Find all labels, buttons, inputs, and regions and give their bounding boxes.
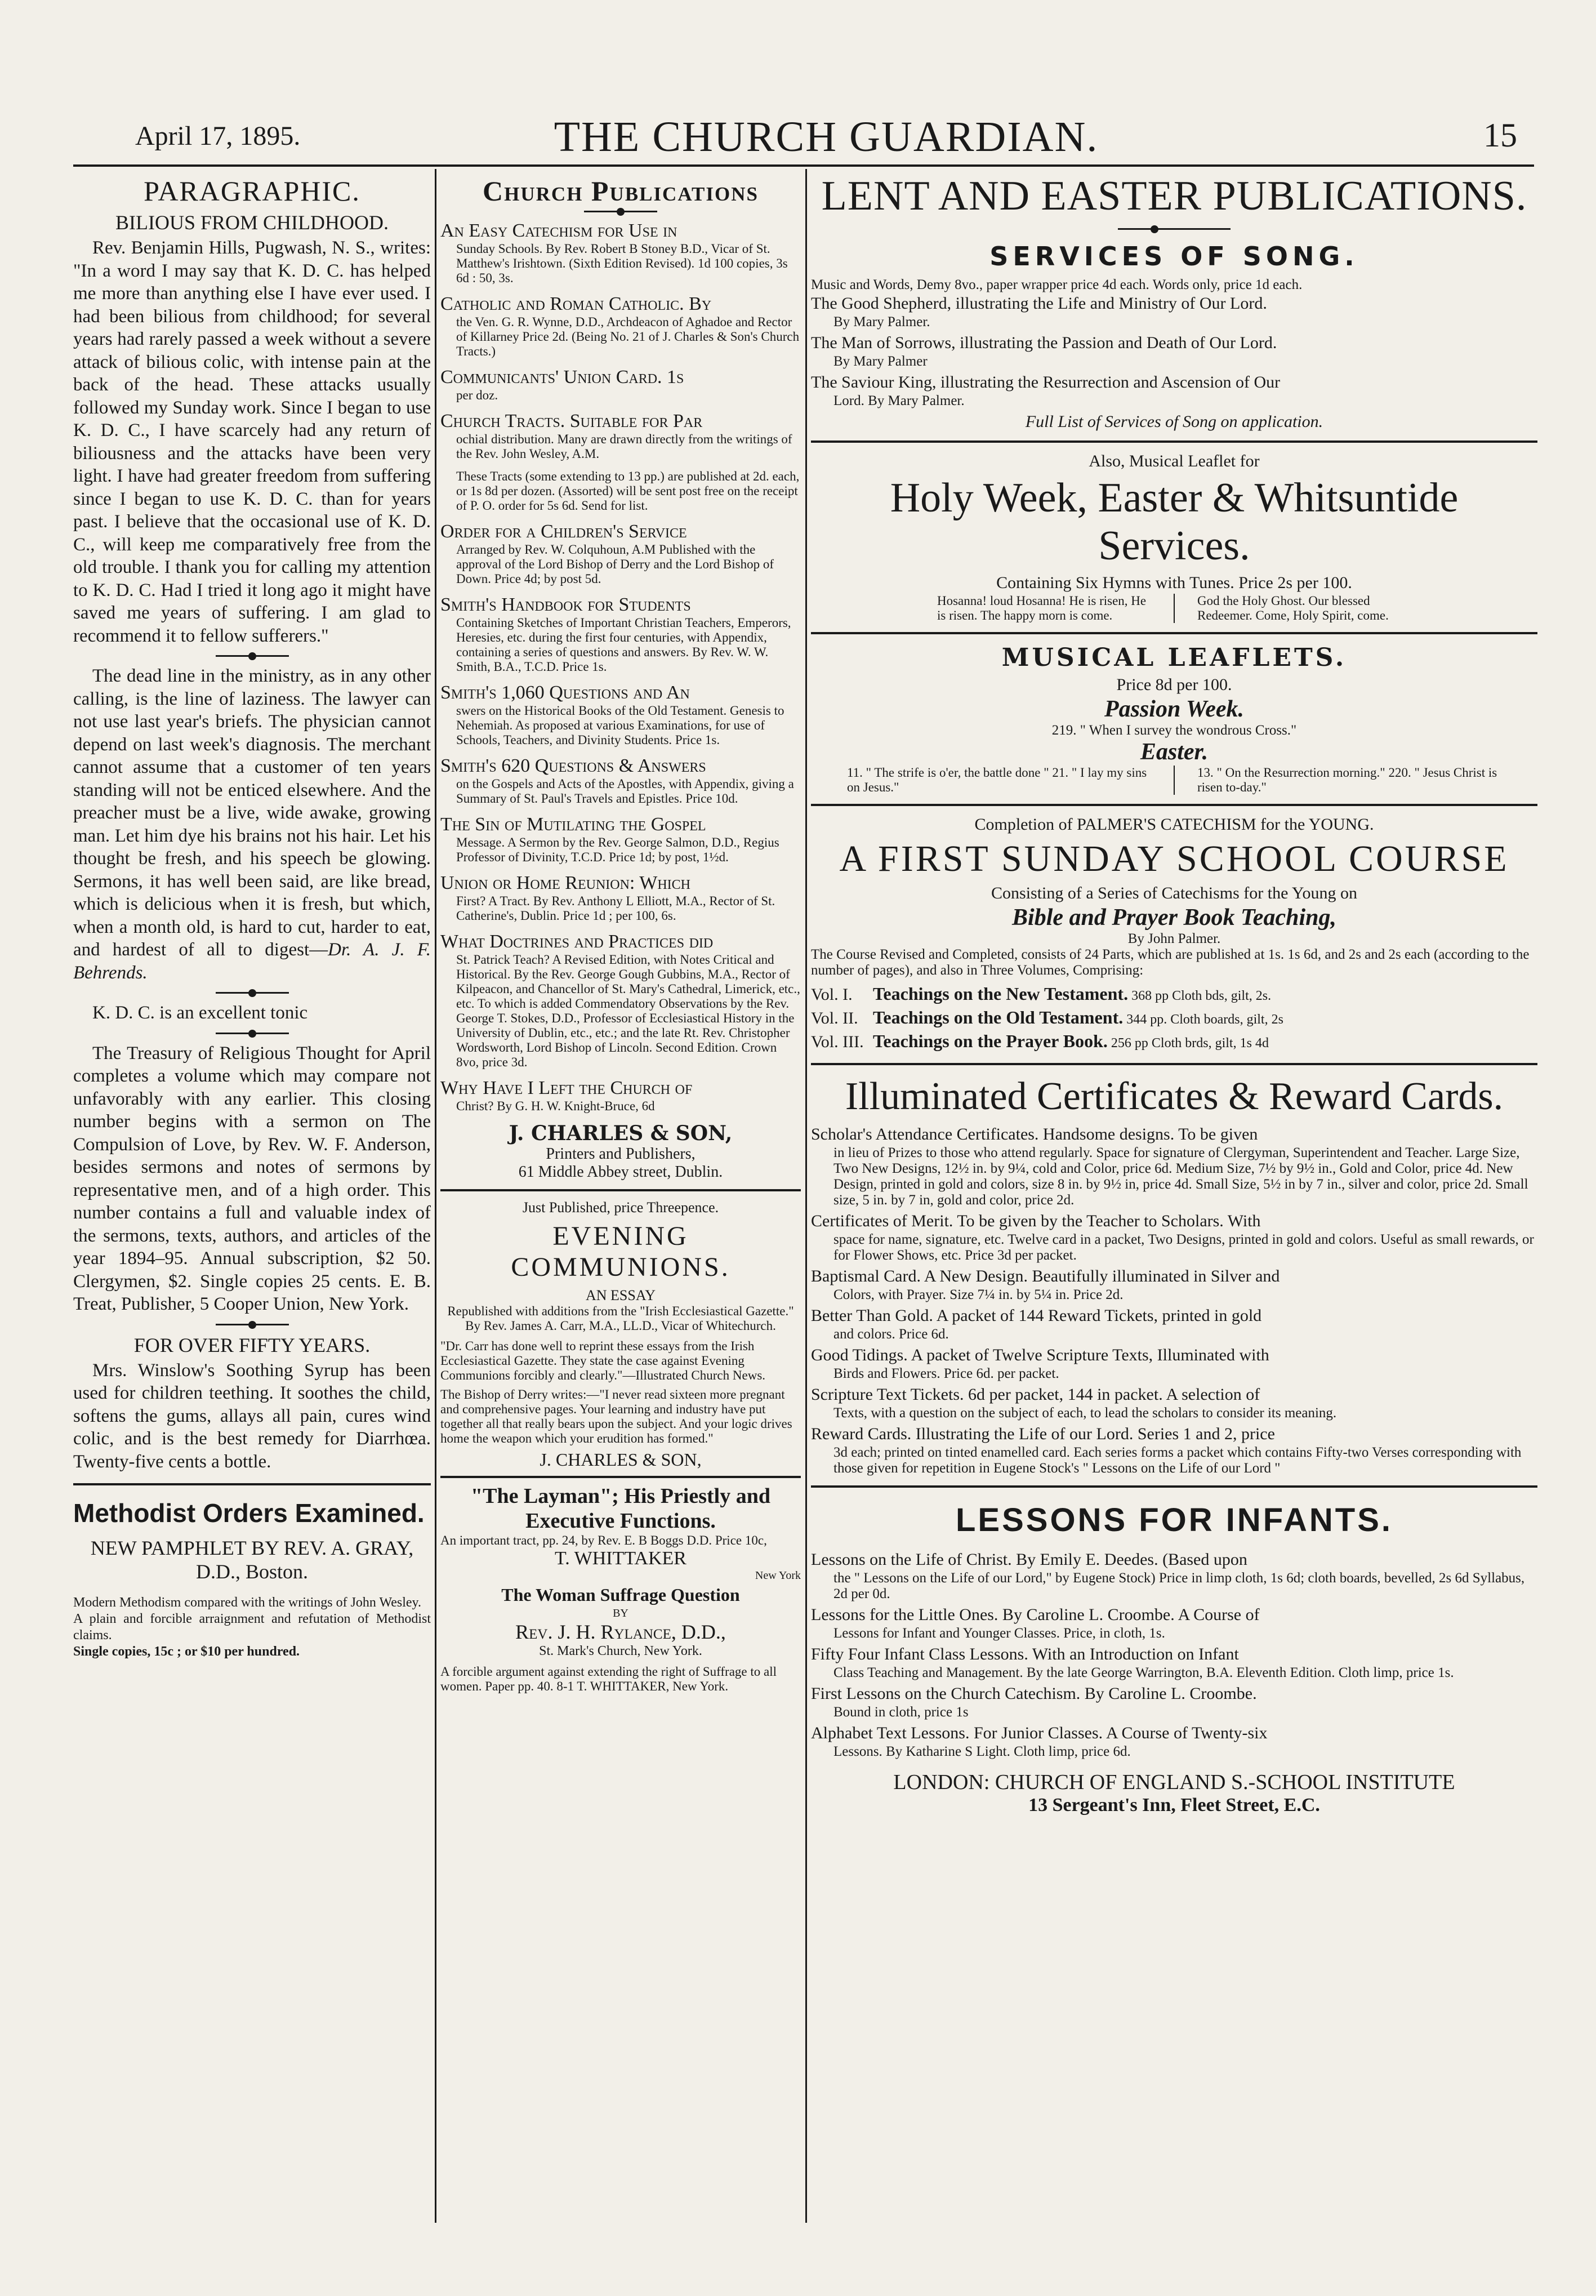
publication-title: Smith's 1,060 Questions and An	[440, 682, 690, 703]
publication-title: Church Tracts. Suitable for Par	[440, 411, 703, 431]
publication-details: ochial distribution. Many are drawn directly from the writings of the Rev. John Wesley, A.M.	[456, 432, 792, 461]
column-rule	[1174, 766, 1175, 795]
publisher-name: T. WHITTAKER	[555, 1548, 686, 1569]
certificate-list	[811, 1125, 1537, 1476]
lesson-details: Lessons. By Katharine S Light. Cloth limp, price 6d.	[833, 1744, 1131, 1759]
lesson-title: First Lessons on the Church Catechism. By Caroline L. Croombe.	[811, 1684, 1257, 1703]
masthead-title: THE CHURCH GUARDIAN.	[554, 113, 1099, 161]
article-body: The Treasury of Religious Thought for April completes a volume which may compare not unfavorably with any earlier. This closing number begins with a sermon on The Compulsion of Love, by Rev. W. F. Anderson, besides sermons and notes of sermons by representative men, and of a high order. This number contains a full and valuable index of the sermons, texts, authors, and articles of the year 1894–95. Annual subscription, $2 50. Clergymen, $2. Single copies 25 cents. E. B. Treat, Publisher, 5 Cooper Union, New York.	[73, 1043, 431, 1314]
ad-text: BY	[613, 1607, 628, 1619]
publication-details: Sunday Schools. By Rev. Robert B Stoney B.D., Vicar of St. Matthew's Irishtown. (Sixth Edition Revised). 1d 100 copies, 3s 6d : 50, 3s.	[456, 242, 788, 285]
publication-details: Christ? By G. H. W. Knight-Bruce, 6d	[456, 1099, 655, 1113]
section-heading: Church Publications	[483, 175, 759, 207]
publication-entry	[440, 594, 801, 674]
item-title: The Good Shepherd, illustrating the Life and Ministry of Our Lord.	[811, 294, 1267, 313]
publication-details: Message. A Sermon by the Rev. George Salmon, D.D., Regius Professor of Divinity, T.C.D. Price 1d; by post, 1½d.	[456, 835, 779, 864]
volume-title: Teachings on the Prayer Book.	[873, 1031, 1108, 1051]
lesson-details: Class Teaching and Management. By the late George Warrington, B.A. Eleventh Edition. Cloth limp, price 1s.	[833, 1665, 1454, 1680]
column-church-publications	[440, 169, 801, 2223]
lesson-title: Lessons for the Little Ones. By Caroline L. Croombe. A Course of	[811, 1605, 1260, 1624]
certificate-details: Texts, with a question on the subject of each, to lead the scholars to consider its meaning.	[833, 1405, 1337, 1421]
certificate-details: in lieu of Prizes to those who attend regularly. Space for signature of Clergyman, Superintendent and Teacher. Large Size, Two New Designs, 12½ in. by 9¼, cold and Color, price 6d. Medium Size, 7½ by 9½ in., Gold and Color, price 4d. New Design, printed in gold and colors, size 8 in. by 9½ in, price 4d. Small Size, 5½ in by 7 in., silver and color, price 2d. Small size, 5 in. by 7 in, gold and color, price 2d.	[833, 1145, 1528, 1208]
certificate-details: Colors, with Prayer. Size 7¼ in. by 5¼ in. Price 2d.	[833, 1287, 1124, 1302]
list-item	[811, 1306, 1537, 1342]
author-affiliation: St. Mark's Church, New York.	[539, 1644, 702, 1658]
ad-text: Consisting of a Series of Catechisms for the Young on	[991, 884, 1357, 902]
volume-number: Vol. II.	[811, 1009, 858, 1027]
item-title: The Man of Sorrows, illustrating the Passion and Death of Our Lord.	[811, 333, 1277, 352]
publication-title: Smith's 620 Questions & Answers	[440, 755, 706, 776]
divider	[440, 1189, 801, 1191]
divider	[811, 632, 1537, 634]
publication-entry	[440, 220, 801, 286]
lesson-details: Lessons for Infant and Younger Classes. Price, in cloth, 1s.	[833, 1626, 1165, 1641]
hymn-list-right: God the Holy Ghost. Our blessed Redeemer. Come, Holy Spirit, come.	[1197, 594, 1389, 622]
ad-text: The Bishop of Derry writes:—"I never read sixteen more pregnant and comprehensive pages. Your learning and industry have put together all that really bears upon the subject. And your logic drives home the weapon which your erudition has formed."	[440, 1387, 792, 1445]
list-item	[811, 1550, 1537, 1602]
divider	[811, 440, 1537, 443]
list-item	[811, 1346, 1537, 1382]
divider	[584, 211, 657, 212]
ad-heading: Holy Week, Easter & Whitsuntide Services.	[890, 475, 1459, 569]
ad-subheading: Easter.	[1140, 739, 1209, 765]
publication-entry	[440, 367, 801, 403]
ad-heading: Methodist Orders Examined.	[73, 1498, 425, 1528]
ad-text: Price 8d per 100.	[1116, 675, 1232, 694]
author-name: Rev. J. H. Rylance, D.D.,	[515, 1621, 726, 1643]
certificate-title: Scripture Text Tickets. 6d per packet, 144 in packet. A selection of	[811, 1385, 1260, 1404]
easter-right: 13. " On the Resurrection morning." 220. " Jesus Christ is risen to-day."	[1197, 766, 1497, 794]
column-rule	[1174, 594, 1175, 623]
volume-title: Teachings on the Old Testament.	[873, 1007, 1124, 1027]
list-item	[811, 1425, 1537, 1476]
column-rule	[435, 169, 436, 2223]
ad-text: Modern Methodism compared with the writings of John Wesley.	[73, 1595, 421, 1610]
publication-details: on the Gospels and Acts of the Apostles, with Appendix, giving a Summary of St. Paul's Travels and Epistles. Price 10d.	[456, 777, 794, 806]
publisher-name: J. CHARLES & SON,	[540, 1449, 702, 1470]
divider	[1118, 228, 1231, 230]
notice: Just Published, price Threepence.	[522, 1199, 719, 1216]
divider	[216, 1033, 289, 1034]
publication-entry	[440, 873, 801, 923]
publication-title: What Doctrines and Practices did	[440, 931, 714, 952]
certificate-title: Reward Cards. Illustrating the Life of our Lord. Series 1 and 2, price	[811, 1425, 1275, 1443]
ad-subheading: Bible and Prayer Book Teaching,	[1012, 905, 1336, 931]
publication-list	[440, 220, 801, 1114]
publication-details: Arranged by Rev. W. Colquhoun, A.M Published with the approval of the Lord Bishop of Derry and the Lord Bishop of Down. Price 4d; by post 5d.	[456, 542, 774, 586]
publication-title: Communicants' Union Card. 1s	[440, 367, 684, 388]
certificate-details: space for name, signature, etc. Twelve card in a packet, Two Designs, printed in gold and colors. Useful as small rewards, or for Flower Shows, etc. Price 3d per packet.	[833, 1232, 1534, 1263]
ad-subheading: Passion Week.	[1104, 696, 1245, 722]
ad-heading: "The Layman"; His Priestly and Executive Functions.	[471, 1484, 770, 1533]
ad-text: By Rev. James A. Carr, M.A., LL.D., Vicar of Whitechurch.	[465, 1319, 776, 1333]
publication-details: First? A Tract. By Rev. Anthony L Elliott, M.A., Rector of St. Catherine's, Dublin. Price 1d ; per 100, 6s.	[456, 894, 775, 923]
publication-details: These Tracts (some extending to 13 pp.) are published at 2d. each, or 1s 8d per dozen. (Assorted) will be sent post free on the receipt of P. O. order for 5s 6d. Send for list.	[456, 469, 800, 513]
publication-entry	[440, 931, 801, 1070]
ad-heading: EVENING COMMUNIONS.	[511, 1221, 730, 1282]
song-services-list	[811, 294, 1537, 409]
publication-title: Smith's Handbook for Students	[440, 594, 691, 615]
ad-text: A plain and forcible arraignment and refutation of Methodist claims.	[73, 1612, 431, 1643]
column-paragraphic	[73, 169, 431, 2223]
list-item	[811, 1125, 1537, 1208]
volume-row	[811, 983, 1537, 1007]
publication-entry	[440, 469, 801, 513]
divider	[216, 1324, 289, 1325]
issue-date: April 17, 1895.	[135, 121, 301, 151]
list-item	[811, 1267, 1537, 1303]
volume-details: 368 pp Cloth bds, gilt, 2s.	[1128, 989, 1272, 1003]
volume-title: Teachings on the New Testament.	[873, 984, 1129, 1004]
list-item	[811, 373, 1537, 409]
item-details: By Mary Palmer.	[833, 314, 930, 330]
ad-text: The Course Revised and Completed, consists of 24 Parts, which are published at 1s. 1s 6d, and 2s and 2s each (according to the number of pages), and also in Three Volumes, Comprising:	[811, 947, 1530, 978]
publication-title: Catholic and Roman Catholic. By	[440, 293, 712, 314]
list-item	[811, 1645, 1537, 1681]
publication-details: Containing Sketches of Important Christian Teachers, Emperors, Heresies, etc. during the first four centuries, with Appendix, containing a series of questions and answers. By Rev. W. W. Smith, B.A., T.C.D. Price 1s.	[456, 616, 791, 674]
publication-title: Union or Home Reunion: Which	[440, 873, 691, 893]
ad-text: Full List of Services of Song on application.	[1025, 412, 1323, 431]
publication-entry	[440, 682, 801, 747]
easter-leaflets	[811, 766, 1537, 795]
certificate-title: Better Than Gold. A packet of 144 Reward Tickets, printed in gold	[811, 1306, 1262, 1325]
column-lent-easter	[811, 169, 1537, 2223]
subsection-heading: SERVICES OF SONG.	[989, 241, 1359, 272]
publisher-address: 61 Middle Abbey street, Dublin.	[518, 1163, 723, 1181]
volume-row	[811, 1007, 1537, 1030]
ad-heading: A FIRST SUNDAY SCHOOL COURSE	[839, 838, 1509, 879]
ad-text: Completion of PALMER'S CATECHISM for the YOUNG.	[974, 815, 1374, 834]
article-subheading: FOR OVER FIFTY YEARS.	[133, 1333, 371, 1356]
ad-subheading: NEW PAMPHLET BY REV. A. GRAY, D.D., Boston.	[90, 1537, 414, 1583]
ad-text: "Dr. Carr has done well to reprint these essays from the Irish Ecclesiastical Gazette. They state the case against Evening Communions forcibly and clearly."—Illustrated Church News.	[440, 1339, 766, 1382]
hymn-list-left: Hosanna! loud Hosanna! He is risen, He is risen. The happy morn is come.	[937, 594, 1147, 622]
list-item	[811, 333, 1537, 370]
ad-text: A forcible argument against extending the right of Suffrage to all women. Paper pp. 40. 8-1 T. WHITTAKER, New York.	[440, 1665, 777, 1693]
lesson-title: Alphabet Text Lessons. For Junior Classes. A Course of Twenty-six	[811, 1724, 1268, 1742]
ad-heading: Illuminated Certificates & Reward Cards.	[845, 1075, 1504, 1118]
publication-details: the Ven. G. R. Wynne, D.D., Archdeacon of Aghadoe and Rector of Killarney Price 2d. (Being No. 21 of J. Charles & Son's Church Tracts.)	[456, 315, 800, 358]
publication-entry	[440, 1078, 801, 1114]
list-item	[811, 1385, 1537, 1421]
lessons-list	[811, 1550, 1537, 1760]
ad-heading: MUSICAL LEAFLETS.	[1001, 643, 1347, 672]
volume-row	[811, 1030, 1537, 1054]
item-details: Lord. By Mary Palmer.	[833, 393, 965, 408]
publication-entry	[440, 293, 801, 359]
publisher-name: LONDON: CHURCH OF ENGLAND S.-SCHOOL INSTITUTE	[893, 1770, 1455, 1794]
certificate-details: Birds and Flowers. Price 6d. per packet.	[833, 1366, 1059, 1381]
ad-text: Single copies, 15c ; or $10 per hundred.	[73, 1644, 300, 1659]
hymn-list	[811, 594, 1537, 623]
article-body: Mrs. Winslow's Soothing Syrup has been used for children teething. It soothes the child, softens the gums, allays all pain, cures wind colic, and is the best remedy for Diarrhœa. Twenty-five cents a bottle.	[73, 1360, 431, 1472]
list-item	[811, 294, 1537, 330]
publisher-name: J. CHARLES & SON,	[509, 1122, 733, 1145]
divider	[811, 1063, 1537, 1065]
section-heading: PARAGRAPHIC.	[144, 175, 360, 207]
header-rule	[73, 164, 1534, 167]
ad-heading: The Woman Suffrage Question	[501, 1585, 740, 1605]
divider	[811, 804, 1537, 806]
ad-text: 219. " When I survey the wondrous Cross."	[1051, 723, 1297, 738]
publisher-address: 13 Sergeant's Inn, Fleet Street, E.C.	[1028, 1795, 1320, 1816]
publisher-city: New York	[755, 1569, 801, 1582]
volume-details: 344 pp. Cloth boards, gilt, 2s	[1123, 1012, 1283, 1027]
publication-entry	[440, 755, 801, 806]
article-body: The dead line in the ministry, as in any other calling, is the line of laziness. The lawyer can not use last year's briefs. The physician cannot depend on last week's diagnosis. The merchant cannot assume that a customer of ten years standing will not be enticed elsewhere. And the preacher must be a live, wide awake, growing man. Let him dye his brains not his hair. Let his thought be fresh, and his speech be glowing. Sermons, it has well been said, are like bread, which is delicious when it is fresh, but which, when a month old, is hard to cut, harder to eat, and hardest of all to digest—Dr. A. J. F. Behrends.	[73, 666, 431, 983]
article-subheading: BILIOUS FROM CHILDHOOD.	[115, 211, 389, 234]
section-heading: LENT AND EASTER PUBLICATIONS.	[821, 173, 1527, 219]
lesson-details: Bound in cloth, price 1s	[833, 1705, 969, 1720]
certificate-details: 3d each; printed on tinted enamelled card. Each series forms a packet which contains Fifty-two Verses corresponding with those given for repetition in Eugene Stock's " Lessons on the Life of our Lord "	[833, 1445, 1522, 1476]
lesson-details: the " Lessons on the Life of our Lord," by Eugene Stock) Price in limp cloth, 1s 6d; cloth boards, bevelled, 2s 6d Syllabus, 2d per 0d.	[833, 1570, 1525, 1601]
ad-text: Republished with additions from the "Irish Ecclesiastical Gazette."	[447, 1304, 794, 1318]
publication-entry	[440, 521, 801, 586]
list-item	[811, 1212, 1537, 1263]
certificate-title: Baptismal Card. A New Design. Beautifully illuminated in Silver and	[811, 1267, 1280, 1285]
divider	[73, 1483, 431, 1485]
publication-title: The Sin of Mutilating the Gospel	[440, 814, 706, 835]
publication-details: per doz.	[456, 388, 498, 402]
publication-entry	[440, 411, 801, 461]
list-item	[811, 1684, 1537, 1720]
volume-number: Vol. III.	[811, 1033, 864, 1051]
publication-details: swers on the Historical Books of the Old Testament. Genesis to Nehemiah. As proposed at various Examinations, for use of Schools, Teachers, and Divinity Students. Price 1s.	[456, 704, 784, 747]
certificate-title: Certificates of Merit. To be given by the Teacher to Scholars. With	[811, 1212, 1261, 1230]
page-header	[135, 113, 1517, 161]
publication-title: Order for a Children's Service	[440, 521, 687, 542]
column-rule	[805, 169, 807, 2223]
list-item	[811, 1724, 1537, 1760]
certificate-title: Good Tidings. A packet of Twelve Scripture Texts, Illuminated with	[811, 1346, 1269, 1364]
divider	[811, 1485, 1537, 1488]
publication-details: St. Patrick Teach? A Revised Edition, with Notes Critical and Historical. By the Rev. George Gough Gubbins, M.A., Rector of Kilpeacon, and Chancellor of St. Mary's Cathedral, Limerick, etc., etc. To which is added Commendatory Observations by the Rev. George T. Stokes, D.D., Professor of Ecclesiastical History in the University of Dublin, etc., etc.; and the late Rt. Rev. Christopher Wordsworth, Lord Bishop of Lincoln. Second Edition. Crown 8vo, price 3d.	[456, 953, 800, 1069]
ad-text: AN ESSAY	[585, 1287, 656, 1303]
ad-text: An important tract, pp. 24, by Rev. E. B Boggs D.D. Price 10c,	[440, 1533, 767, 1547]
lesson-title: Fifty Four Infant Class Lessons. With an Introduction on Infant	[811, 1645, 1239, 1663]
ad-text: Containing Six Hymns with Tunes. Price 2s per 100.	[996, 573, 1352, 592]
volume-details: 256 pp Cloth brds, gilt, 1s 4d	[1107, 1036, 1269, 1051]
ad-text: Also, Musical Leaflet for	[1089, 452, 1260, 470]
certificate-details: and colors. Price 6d.	[833, 1327, 949, 1342]
divider	[440, 1476, 801, 1478]
certificate-title: Scholar's Attendance Certificates. Handsome designs. To be given	[811, 1125, 1258, 1143]
article-body: Rev. Benjamin Hills, Pugwash, N. S., writes: "In a word I may say that K. D. C. has helped me more than anything else I have ever used. I had been bilious from childhood; for several years had rarely passed a week without a severe attack of bilious colic, with intense pain at the back of the head. These attacks usually followed my Sunday work. Since I began to use K. D. C., I have scarcely had any return of biliousness and the attacks have been very light. I have had greater freedom from suffering since I began to use K. D. C. than for years past. I believe that the occasional use of K. D. C., will keep me comparatively free from the old trouble. I thank you for calling my attention to K. D. C. Had I tried it long ago it might have saved me years of suffering. I am glad to recommend it to fellow sufferers."	[73, 238, 431, 646]
page-number: 15	[1483, 117, 1517, 154]
ad-text: Music and Words, Demy 8vo., paper wrapper price 4d each. Words only, price 1d each.	[811, 277, 1303, 292]
volume-number: Vol. I.	[811, 985, 853, 1004]
item-title: The Saviour King, illustrating the Resurrection and Ascension of Our	[811, 373, 1281, 391]
publication-entry	[440, 814, 801, 865]
list-item	[811, 1605, 1537, 1641]
publication-title: Why Have I Left the Church of	[440, 1078, 693, 1098]
lesson-title: Lessons on the Life of Christ. By Emily E. Deedes. (Based upon	[811, 1550, 1247, 1569]
volume-list	[811, 983, 1537, 1054]
publication-title: An Easy Catechism for Use in	[440, 220, 677, 241]
publisher-line: Printers and Publishers,	[546, 1145, 696, 1163]
easter-left: 11. " The strife is o'er, the battle done " 21. " I lay my sins on Jesus."	[847, 766, 1147, 794]
article-body: K. D. C. is an excellent tonic	[92, 1003, 308, 1023]
ad-heading: LESSONS FOR INFANTS.	[955, 1502, 1393, 1538]
divider	[216, 992, 289, 994]
divider	[216, 655, 289, 657]
author-name: By John Palmer.	[1127, 931, 1221, 946]
item-details: By Mary Palmer	[833, 354, 928, 369]
